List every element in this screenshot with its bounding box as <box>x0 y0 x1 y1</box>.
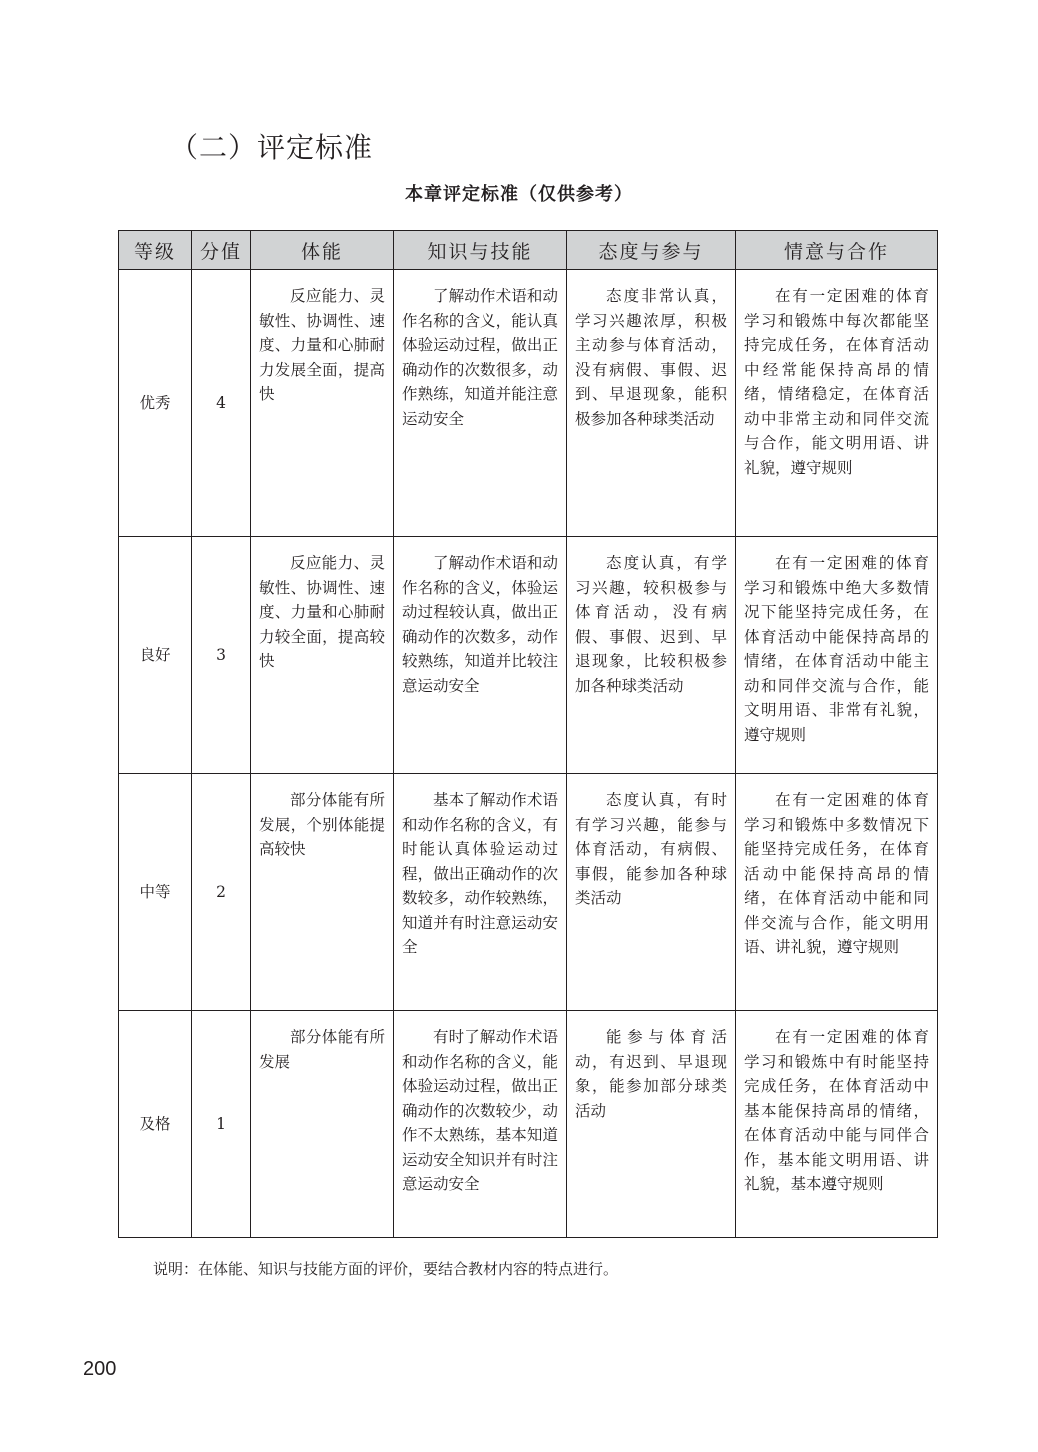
header-attitude: 态度与参与 <box>567 231 736 270</box>
table-note: 说明：在体能、知识与技能方面的评价，要结合教材内容的特点进行。 <box>153 1260 619 1278</box>
cell-score: 1 <box>192 1011 251 1238</box>
cell-emotion: 在有一定困难的体育学习和锻炼中多数情况下能坚持完成任务，在体育活动中能保持高昂的情绪，在体育活动中能和同伴交流与合作，能文明用语、讲礼貌，遵守规则 <box>736 774 938 1011</box>
table-row <box>119 774 938 1011</box>
cell-score: 3 <box>192 537 251 774</box>
cell-fitness: 反应能力、灵敏性、协调性、速度、力量和心肺耐力发展全面，提高快 <box>251 270 394 537</box>
cell-level: 优秀 <box>119 270 192 537</box>
table-title: 本章评定标准（仅供参考） <box>405 184 633 205</box>
cell-emotion: 在有一定困难的体育学习和锻炼中有时能坚持完成任务，在体育活动中基本能保持高昂的情绪，在体育活动中能与同伴合作，基本能文明用语、讲礼貌，基本遵守规则 <box>736 1011 938 1238</box>
header-level: 等级 <box>119 231 192 270</box>
cell-fitness: 部分体能有所发展 <box>251 1011 394 1238</box>
cell-knowledge: 了解动作术语和动作名称的含义，能认真体验运动过程，做出正确动作的次数很多，动作熟练，知道并能注意运动安全 <box>394 270 567 537</box>
header-emotion: 情意与合作 <box>736 231 938 270</box>
table-row <box>119 537 938 774</box>
cell-attitude: 能参与体育活动，有迟到、早退现象，能参加部分球类活动 <box>567 1011 736 1238</box>
section-heading: （二）评定标准 <box>170 131 374 164</box>
cell-attitude: 态度认真，有时有学习兴趣，能参与体育活动，有病假、事假，能参加各种球类活动 <box>567 774 736 1011</box>
cell-fitness: 部分体能有所发展，个别体能提高较快 <box>251 774 394 1011</box>
cell-emotion: 在有一定困难的体育学习和锻炼中绝大多数情况下能坚持完成任务，在体育活动中能保持高昂的情绪，在体育活动中能主动和同伴交流与合作，能文明用语、非常有礼貌，遵守规则 <box>736 537 938 774</box>
header-score: 分值 <box>192 231 251 270</box>
table-row <box>119 270 938 537</box>
page-number: 200 <box>83 1358 117 1380</box>
cell-knowledge: 基本了解动作术语和动作名称的含义，有时能认真体验运动过程，做出正确动作的次数较多，动作较熟练，知道并有时注意运动安全 <box>394 774 567 1011</box>
cell-level: 及格 <box>119 1011 192 1238</box>
cell-attitude: 态度非常认真，学习兴趣浓厚，积极主动参与体育活动，没有病假、事假、迟到、早退现象，能积极参加各种球类活动 <box>567 270 736 537</box>
cell-level: 良好 <box>119 537 192 774</box>
table-header-row <box>119 231 938 270</box>
cell-knowledge: 有时了解动作术语和动作名称的含义，能体验运动过程，做出正确动作的次数较少，动作不太熟练，基本知道运动安全知识并有时注意运动安全 <box>394 1011 567 1238</box>
cell-emotion: 在有一定困难的体育学习和锻炼中每次都能坚持完成任务，在体育活动中经常能保持高昂的情绪，情绪稳定，在体育活动中非常主动和同伴交流与合作，能文明用语、讲礼貌，遵守规则 <box>736 270 938 537</box>
header-fitness: 体能 <box>251 231 394 270</box>
cell-attitude: 态度认真，有学习兴趣，较积极参与体育活动，没有病假、事假、迟到、早退现象，比较积极参加各种球类活动 <box>567 537 736 774</box>
header-knowledge: 知识与技能 <box>394 231 567 270</box>
cell-score: 2 <box>192 774 251 1011</box>
cell-knowledge: 了解动作术语和动作名称的含义，体验运动过程较认真，做出正确动作的次数多，动作较熟练，知道并比较注意运动安全 <box>394 537 567 774</box>
table-row <box>119 1011 938 1238</box>
evaluation-standards-table <box>118 230 938 1238</box>
cell-fitness: 反应能力、灵敏性、协调性、速度、力量和心肺耐力较全面，提高较快 <box>251 537 394 774</box>
cell-level: 中等 <box>119 774 192 1011</box>
cell-score: 4 <box>192 270 251 537</box>
